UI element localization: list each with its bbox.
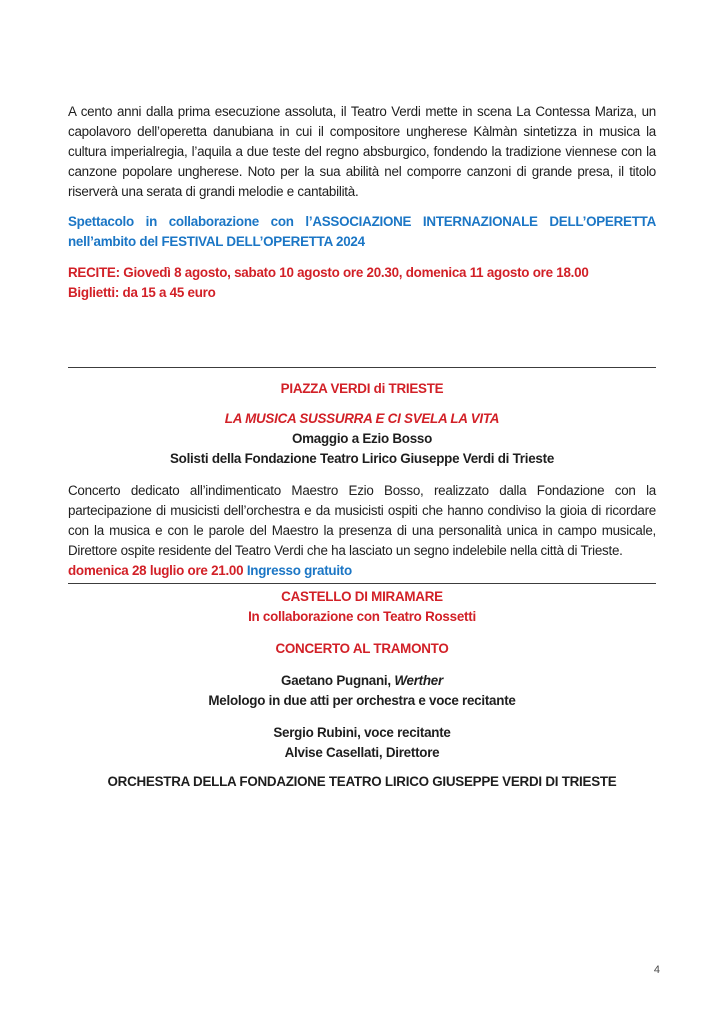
- conductor-line: Alvise Casellati, Direttore: [284, 745, 440, 760]
- section-divider: [68, 367, 656, 368]
- concert-description: Concerto dedicato all’indimenticato Maestro Ezio Bosso, realizzato dalla Fondazione con la partecipazione di musicisti dell’orchestra e da musicisti ospiti che hanno condiviso la gioia di ricordare con la musica e con le parole del Maestro la presenza di una personalità unica in campo musicale, Direttore ospite residente del Teatro Verdi che ha lasciato un segno indelebile nella città di Trieste.: [68, 483, 656, 558]
- page-number: 4: [653, 964, 660, 976]
- admission-note: Ingresso gratuito: [246, 563, 352, 578]
- venue-title-castello-miramare: CASTELLO DI MIRAMARE: [281, 589, 443, 604]
- tickets-line: Biglietti: da 15 a 45 euro: [68, 285, 216, 300]
- show-title: LA MUSICA SUSSURRA E CI SVELA LA VITA: [224, 411, 500, 426]
- section-divider: [68, 583, 656, 584]
- miramare-collaboration-line: In collaborazione con Teatro Rossetti: [248, 609, 476, 624]
- event-date-line: [68, 561, 656, 581]
- composer-name: Gaetano Pugnani,: [281, 673, 395, 688]
- composer-work-line: [68, 671, 656, 691]
- work-description: Melologo in due atti per orchestra e voce recitante: [208, 693, 516, 708]
- venue-title-piazza-verdi: PIAZZA VERDI di TRIESTE: [280, 381, 444, 396]
- work-title: Werther: [394, 673, 443, 688]
- collaboration-note: Spettacolo in collaborazione con l’ASSOCIAZIONE INTERNAZIONALE DELL’OPERETTA nell’ambito del FESTIVAL DELL’OPERETTA 2024: [68, 214, 656, 249]
- recite-line: RECITE: Giovedì 8 agosto, sabato 10 agosto ore 20.30, domenica 11 agosto ore 18.00: [68, 265, 589, 280]
- orchestra-line: ORCHESTRA DELLA FONDAZIONE TEATRO LIRICO GIUSEPPE VERDI DI TRIESTE: [107, 774, 617, 789]
- narrator-line: Sergio Rubini, voce recitante: [273, 725, 451, 740]
- intro-paragraph: A cento anni dalla prima esecuzione assoluta, il Teatro Verdi mette in scena La Contessa Mariza, un capolavoro dell’operetta danubiana in cui il compositore ungherese Kàlmàn sintetizza in musica la cultura imperialregia, l’aquila a due teste del regno absburgico, fondendo la tradizione viennese con la canzone popolare ungherese. Noto per la sua abilità nel comporre canzoni di grande presa, il titolo riserverà una serata di grandi melodie e cantabilità.: [68, 104, 656, 199]
- performers-line: Solisti della Fondazione Teatro Lirico Giuseppe Verdi di Trieste: [169, 451, 555, 466]
- event-title-concerto-al-tramonto: CONCERTO AL TRAMONTO: [275, 641, 449, 656]
- event-date: domenica 28 luglio ore 21.00: [68, 563, 244, 578]
- performance-dates-block: [68, 263, 656, 303]
- show-subtitle: Omaggio a Ezio Bosso: [291, 431, 433, 446]
